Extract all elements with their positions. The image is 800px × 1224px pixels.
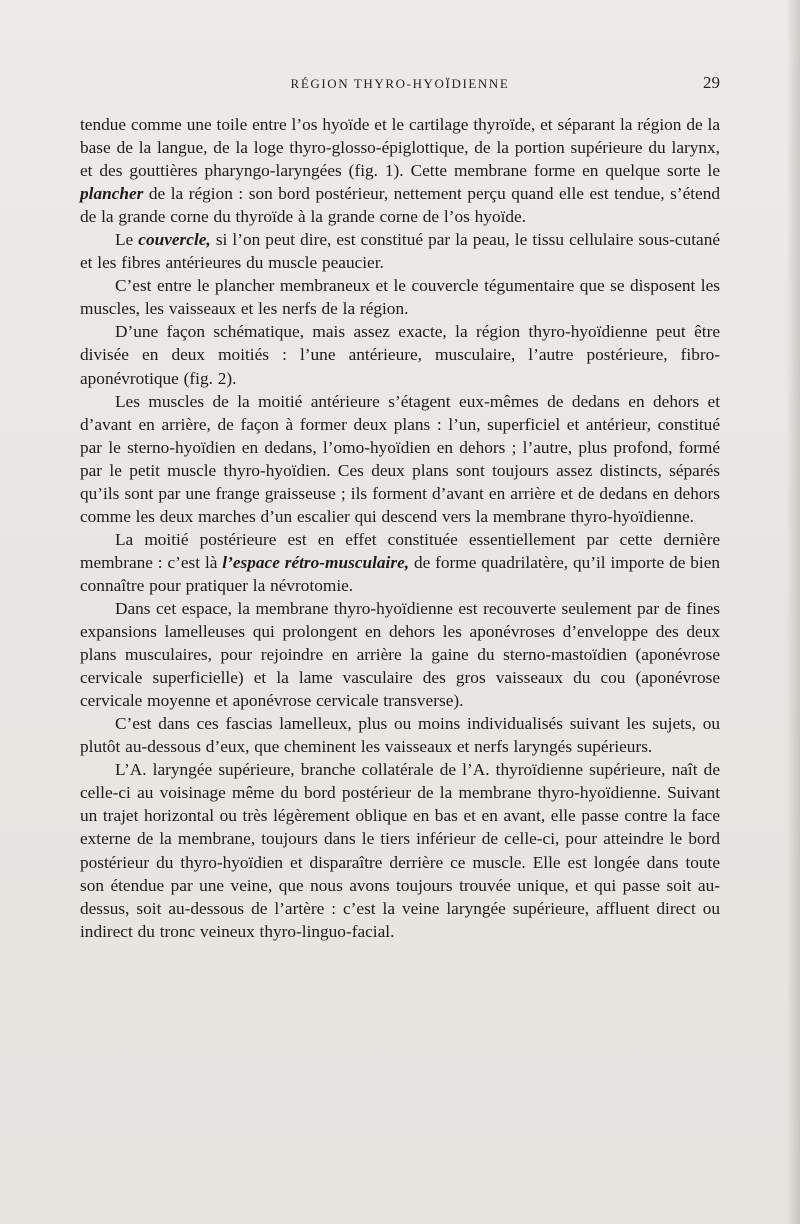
text-span: Les muscles de la moitié antérieure s’étagent eux-mêmes de dedans en dehors et d’avant en arrière, de façon à former deux plans : l’un, superficiel et antérieur, constitué par le sterno-hyoïdien en dedans, l’omo-hyoïdien en dehors ; l’autre, plus profond, formé par le petit muscle thyro-hyoïdien. Ces deux plans sont toujours assez distincts, séparés qu’ils sont par une frange graisseuse ; ils forment d’avant en arrière et de dedans en dehors comme les deux marches d’un escalier qui descend vers la membrane thyro-hyoïdienne. [80,391,720,526]
paragraph-9 [80,758,720,942]
running-header [80,72,720,96]
text-span: si l’on peut dire, est constitué par la peau, le tissu cellulaire sous-cutané et les fibres antérieures du muscle peaucier. [80,230,721,273]
paragraph-3 [80,274,720,320]
text-span: La moitié postérieure est en effet constituée essentiellement par cette dernière membrane : c’est là [80,529,720,572]
paragraph-6 [80,528,720,597]
text-span: C’est entre le plancher membraneux et le couvercle tégumentaire que se disposent les muscles, les vaisseaux et les nerfs de la région. [80,276,720,319]
page-number: 29 [703,73,720,92]
term-espace-retro-musculaire: l’espace rétro-musculaire, [222,552,410,572]
text-span: C’est dans ces fascias lamelleux, plus ou moins individualisés suivant les sujets, ou plutôt au-dessous d’eux, que cheminent les vaisseaux et nerfs laryngés supérieurs. [80,714,720,757]
paragraph-7 [80,597,720,712]
paragraph-1 [80,113,720,228]
paragraph-8 [80,712,720,758]
text-span: tendue comme une toile entre l’os hyoïde et le cartilage thyroïde, et séparant la région de la base de la langue, de la loge thyro-glosso-épiglottique, de la portion supérieure du larynx, et des gouttières pharyngo-laryngées (fig. 1). Cette membrane forme en quelque sorte le [80,115,720,181]
text-span: Le [115,230,139,250]
paragraph-2 [80,228,720,274]
text-span: de la région : son bord postérieur, nettement perçu quand elle est tendue, s’étend de la grande corne du thyroïde à la grande corne de l’os hyoïde. [80,184,720,227]
text-span: Dans cet espace, la membrane thyro-hyoïdienne est recouverte seulement par de fines expansions lamelleuses qui prolongent en dehors les aponévroses d’enveloppe des deux plans musculaires, pour rejoindre en arrière la gaine du sterno-mastoïdien (aponévrose cervicale superficielle) et la lame vasculaire des gros vaisseaux du cou (aponévrose cervicale moyenne et aponévrose cervicale transverse). [80,598,720,711]
paragraph-5 [80,390,720,528]
paragraph-4 [80,320,720,389]
text-span: L’A. laryngée supérieure, branche collatérale de l’A. thyroïdienne supérieure, naît de celle-ci au voisinage même du bord postérieur de la membrane thyro-hyoïdienne. Suivant un trajet horizontal ou très légèrement oblique en bas et en avant, elle passe contre la face externe de la membrane, toujours dans le tiers inférieur de celle-ci, pour atteindre le bord postérieur du thyro-hyoïdien et disparaître derrière ce muscle. Elle est longée dans toute son étendue par une veine, que nous avons toujours trouvée unique, et qui passe soit au-dessus, soit au-dessous de l’artère : c’est la veine laryngée supérieure, affluent direct ou indirect du tronc veineux thyro-linguo-facial. [80,760,720,941]
page-edge-shadow [786,0,800,1224]
text-span: D’une façon schématique, mais assez exacte, la région thyro-hyoïdienne peut être divisée en deux moitiés : l’une antérieure, musculaire, l’autre postérieure, fibro-aponévrotique (fig. 2). [80,322,720,388]
body-text [80,113,720,943]
term-couvercle: couvercle, [138,230,211,250]
term-plancher: plancher [80,184,144,204]
text-span: de forme quadrilatère, qu’il importe de bien connaître pour pratiquer la névrotomie. [80,552,721,595]
running-title: RÉGION THYRO-HYOÏDIENNE [290,76,510,91]
